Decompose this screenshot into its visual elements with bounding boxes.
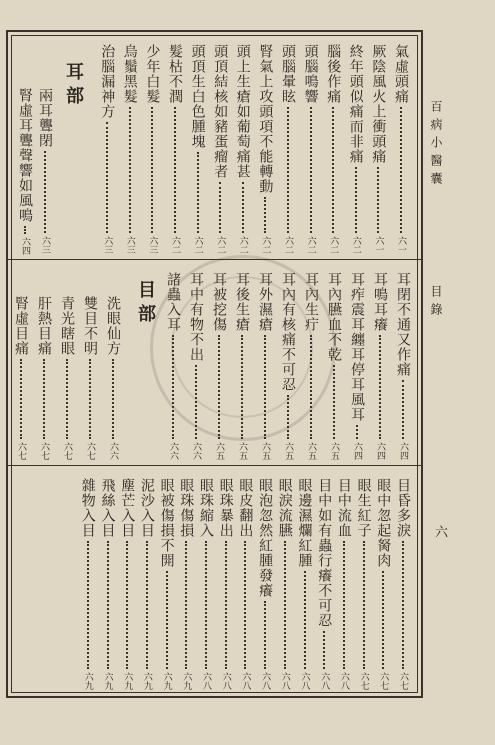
section-label: 目錄 bbox=[429, 285, 443, 321]
toc-entry-page: 六六 bbox=[168, 442, 178, 460]
leader-dots bbox=[377, 167, 379, 233]
toc-entry bbox=[394, 272, 412, 460]
leader-dots bbox=[287, 107, 289, 233]
toc-entry-title: 少年白髮 bbox=[144, 44, 161, 104]
toc-entry bbox=[58, 296, 76, 460]
toc-entry bbox=[392, 44, 410, 254]
toc-entry-page: 六七 bbox=[39, 442, 49, 460]
toc-entry-title: 泥沙入目 bbox=[138, 478, 155, 538]
toc-entry bbox=[197, 478, 215, 690]
toc-entry-title: 眼珠傷損 bbox=[178, 478, 195, 538]
toc-entry-page: 六八 bbox=[319, 672, 330, 690]
toc-entry-page: 六五 bbox=[214, 442, 224, 460]
leader-dots bbox=[43, 359, 45, 439]
leader-dots bbox=[225, 541, 227, 669]
toc-entry bbox=[256, 44, 274, 254]
leader-dots bbox=[44, 151, 46, 233]
leader-dots bbox=[129, 107, 131, 233]
toc-entry-title: 氣虛頭痛 bbox=[393, 44, 409, 104]
toc-entry-title: 耳內生疔 bbox=[303, 272, 319, 332]
leader-dots bbox=[112, 359, 114, 439]
toc-entry bbox=[369, 44, 387, 254]
toc-entry-page: 六一 bbox=[373, 236, 384, 254]
toc-entry-page: 六八 bbox=[279, 672, 290, 690]
toc-entry-title: 頭腦暈眩 bbox=[280, 44, 296, 104]
toc-entry bbox=[210, 272, 228, 460]
toc-entry-title: 耳鳴耳癢 bbox=[372, 272, 388, 332]
toc-entry-title: 耳中有物不出 bbox=[188, 272, 204, 362]
toc-entry bbox=[99, 478, 117, 690]
toc-entry-title: 眼珠縮入 bbox=[198, 478, 214, 538]
toc-entry-page: 六五 bbox=[260, 442, 270, 460]
toc-entry bbox=[374, 478, 392, 690]
toc-entry-page: 六四 bbox=[398, 442, 408, 460]
leader-dots bbox=[151, 107, 153, 233]
toc-entry bbox=[164, 272, 182, 460]
leader-dots bbox=[146, 541, 148, 669]
toc-entry-page: 六二 bbox=[170, 236, 180, 254]
toc-entry-title: 耳被挖傷 bbox=[211, 272, 227, 332]
leader-dots bbox=[264, 197, 266, 233]
toc-entry-page: 六二 bbox=[328, 236, 339, 254]
leader-dots bbox=[284, 541, 286, 669]
toc-entry bbox=[177, 478, 195, 690]
leader-dots bbox=[126, 541, 128, 669]
toc-entry-title: 腎氣上攻頭項不能轉動 bbox=[257, 44, 274, 194]
leader-dots bbox=[382, 571, 384, 669]
toc-entry-page: 六五 bbox=[237, 442, 247, 460]
toc-entry-title: 眼中忽起胬肉 bbox=[375, 478, 392, 568]
toc-entry bbox=[211, 44, 229, 254]
toc-entry bbox=[355, 478, 373, 690]
toc-entry-page: 六四 bbox=[20, 237, 30, 255]
toc-entry-title: 頭頂生白色腫塊 bbox=[189, 44, 206, 149]
toc-entry bbox=[35, 296, 53, 460]
toc-entry-page: 六七 bbox=[62, 442, 72, 460]
leader-dots bbox=[218, 335, 220, 439]
toc-entry-title: 肝熱目痛 bbox=[36, 296, 52, 356]
page-number: 六 bbox=[432, 525, 447, 544]
toc-entry-title: 洗眼仙方 bbox=[105, 296, 121, 356]
toc-entry-title: 頭上生瘡如葡萄痛甚 bbox=[234, 44, 251, 179]
toc-entry-page: 六七 bbox=[16, 442, 26, 460]
toc-entry bbox=[12, 296, 30, 460]
toc-entry-title: 耳外濕瘡 bbox=[257, 272, 273, 332]
toc-entry bbox=[302, 44, 320, 254]
leader-dots bbox=[20, 359, 22, 439]
section-divider-bottom bbox=[7, 465, 421, 466]
toc-entry-title: 頭腦鳴響 bbox=[302, 44, 319, 104]
toc-entry bbox=[217, 478, 235, 690]
toc-entry-page: 六八 bbox=[338, 672, 349, 690]
book-title: 百病小醫囊 bbox=[429, 100, 443, 190]
toc-entry bbox=[187, 272, 205, 460]
toc-entry bbox=[394, 478, 412, 690]
toc-entry-title: 耳痄震耳纏耳停耳風耳 bbox=[349, 272, 365, 422]
toc-entry-title: 飛絲入目 bbox=[99, 478, 116, 538]
leader-dots bbox=[343, 541, 345, 669]
toc-entry-page: 六七 bbox=[398, 672, 408, 690]
toc-entry-page: 六二 bbox=[350, 236, 361, 254]
toc-entry-title: 終年頭似痛而非痛 bbox=[347, 44, 364, 164]
leader-dots bbox=[185, 541, 187, 669]
toc-entry-page: 六九 bbox=[82, 672, 93, 690]
toc-entry-page: 六二 bbox=[283, 236, 293, 254]
toc-entry bbox=[81, 296, 99, 460]
toc-entry bbox=[276, 478, 294, 690]
toc-entry bbox=[121, 44, 139, 254]
toc-entry-title: 眼皮翻出 bbox=[237, 478, 254, 538]
leader-dots bbox=[355, 167, 357, 233]
toc-entry-page: 六九 bbox=[161, 672, 172, 690]
toc-entry-page: 六八 bbox=[260, 672, 271, 690]
leader-dots bbox=[323, 631, 325, 669]
leader-dots bbox=[310, 335, 312, 439]
toc-entry-page: 六三 bbox=[147, 236, 158, 254]
toc-entry-title: 眼生紅子 bbox=[355, 478, 372, 538]
toc-entry-title: 耳後生瘡 bbox=[234, 272, 250, 332]
toc-entry bbox=[256, 478, 274, 690]
toc-entry bbox=[302, 272, 320, 460]
toc-entry bbox=[79, 478, 97, 690]
toc-entry bbox=[104, 296, 122, 460]
toc-entry-title: 耳內臙血不乾 bbox=[326, 272, 342, 362]
toc-entry-page: 六九 bbox=[141, 672, 152, 690]
toc-entry bbox=[279, 272, 297, 460]
leader-dots bbox=[400, 107, 402, 233]
toc-entry bbox=[236, 478, 254, 690]
toc-entry-title: 目中如有蟲行癢不可忍 bbox=[316, 478, 333, 628]
leader-dots bbox=[356, 425, 358, 439]
toc-entry bbox=[98, 44, 116, 254]
toc-entry-page: 六九 bbox=[181, 672, 192, 690]
toc-entry-title: 腦後作痛 bbox=[325, 44, 342, 104]
toc-entry bbox=[325, 272, 343, 460]
toc-entry-title: 目昏多淚 bbox=[395, 478, 411, 538]
leader-dots bbox=[287, 395, 289, 439]
toc-entry-page: 六五 bbox=[283, 442, 293, 460]
toc-entry bbox=[234, 44, 252, 254]
toc-entry-title: 諸蟲入耳 bbox=[165, 272, 181, 332]
leader-dots bbox=[197, 152, 199, 233]
leader-dots bbox=[310, 107, 312, 233]
toc-entry-page: 六六 bbox=[108, 442, 118, 460]
toc-entry-page: 六八 bbox=[220, 672, 231, 690]
leader-dots bbox=[172, 335, 174, 439]
ear-section-heading: 耳部 bbox=[63, 62, 84, 110]
toc-entry bbox=[348, 272, 366, 460]
toc-entry-page: 六二 bbox=[215, 236, 226, 254]
leader-dots bbox=[332, 107, 334, 233]
toc-entry bbox=[335, 478, 353, 690]
toc-entry-title: 眼被傷損不開 bbox=[158, 478, 175, 568]
toc-entry-page: 六二 bbox=[260, 236, 271, 254]
leader-dots bbox=[244, 541, 246, 669]
toc-entry-title: 眼邊濕爛紅腫 bbox=[296, 478, 313, 568]
toc-entry-title: 青光瞎眼 bbox=[59, 296, 75, 356]
toc-entry-page: 六一 bbox=[396, 236, 406, 254]
leader-dots bbox=[219, 182, 221, 233]
leader-dots bbox=[241, 335, 243, 439]
toc-entry-page: 六六 bbox=[191, 442, 201, 460]
toc-entry-page: 六二 bbox=[305, 236, 316, 254]
leader-dots bbox=[107, 541, 109, 669]
toc-entry-page: 六三 bbox=[102, 236, 113, 254]
toc-entry-title: 治腦漏神方 bbox=[99, 44, 116, 119]
toc-entry bbox=[16, 88, 34, 254]
toc-entry-page: 六九 bbox=[102, 672, 113, 690]
toc-entry-title: 髮枯不潤 bbox=[167, 44, 183, 104]
toc-entry bbox=[279, 44, 297, 254]
toc-entry-page: 六七 bbox=[85, 442, 95, 460]
leader-dots bbox=[89, 359, 91, 439]
section-divider-top bbox=[7, 259, 421, 260]
leader-dots bbox=[402, 380, 404, 439]
toc-entry-page: 六八 bbox=[240, 672, 251, 690]
toc-entry bbox=[256, 272, 274, 460]
leader-dots bbox=[264, 601, 266, 669]
toc-entry-title: 眼泡忽然紅腫發癢 bbox=[257, 478, 274, 598]
toc-entry-title: 眼珠暴出 bbox=[217, 478, 234, 538]
toc-entry bbox=[143, 44, 161, 254]
leader-dots bbox=[402, 541, 404, 669]
leader-dots bbox=[87, 541, 89, 669]
toc-entry-page: 六四 bbox=[352, 442, 362, 460]
toc-entry-title: 兩耳聾閉 bbox=[37, 88, 53, 148]
toc-entry-title: 腎虛耳聾聲響如風鳴 bbox=[17, 88, 33, 223]
toc-entry-page: 六五 bbox=[329, 442, 339, 460]
leader-dots bbox=[195, 365, 197, 439]
toc-entry bbox=[347, 44, 365, 254]
eye-section-heading: 目部 bbox=[135, 280, 156, 328]
leader-dots bbox=[106, 122, 108, 233]
leader-dots bbox=[174, 107, 176, 233]
leader-dots bbox=[205, 541, 207, 669]
toc-entry bbox=[118, 478, 136, 690]
leader-dots bbox=[333, 365, 335, 439]
toc-entry bbox=[233, 272, 251, 460]
toc-entry-title: 頭頂結核如豬蛋瘤者 bbox=[212, 44, 229, 179]
toc-entry-title: 塵芒入目 bbox=[119, 478, 136, 538]
toc-entry bbox=[324, 44, 342, 254]
leader-dots bbox=[66, 359, 68, 439]
toc-entry-page: 六七 bbox=[378, 672, 389, 690]
toc-entry bbox=[158, 478, 176, 690]
toc-entry bbox=[166, 44, 184, 254]
toc-entry-title: 耳閉不通又作痛 bbox=[395, 272, 411, 377]
toc-entry bbox=[36, 88, 54, 254]
toc-entry-title: 耳內有核痛不可忍 bbox=[280, 272, 296, 392]
leader-dots bbox=[363, 541, 365, 669]
leader-dots bbox=[166, 571, 168, 669]
toc-entry-title: 雙目不明 bbox=[82, 296, 98, 356]
toc-entry-page: 六二 bbox=[192, 236, 203, 254]
leader-dots bbox=[379, 335, 381, 439]
toc-entry bbox=[138, 478, 156, 690]
leader-dots bbox=[264, 335, 266, 439]
toc-entry bbox=[296, 478, 314, 690]
toc-entry-title: 腎虛目痛 bbox=[13, 296, 29, 356]
toc-entry-page: 六三 bbox=[40, 236, 50, 254]
toc-entry-page: 六八 bbox=[299, 672, 310, 690]
toc-entry bbox=[315, 478, 333, 690]
toc-entry-title: 眼淚流臙 bbox=[276, 478, 293, 538]
toc-entry-page: 六五 bbox=[306, 442, 316, 460]
toc-entry-page: 六七 bbox=[358, 672, 369, 690]
toc-entry-title: 烏鬚黑髮 bbox=[121, 44, 138, 104]
leader-dots bbox=[304, 571, 306, 669]
leader-dots bbox=[24, 226, 26, 234]
toc-entry-title: 雜物入目 bbox=[79, 478, 96, 538]
toc-entry bbox=[189, 44, 207, 254]
toc-entry-title: 厥陰風火上衝頭痛 bbox=[370, 44, 387, 164]
toc-entry bbox=[371, 272, 389, 460]
toc-entry-page: 六八 bbox=[201, 672, 211, 690]
leader-dots bbox=[242, 182, 244, 233]
toc-entry-page: 六九 bbox=[122, 672, 133, 690]
toc-entry-title: 目中流血 bbox=[335, 478, 352, 538]
toc-entry-page: 六三 bbox=[124, 236, 135, 254]
toc-entry-page: 六四 bbox=[375, 442, 385, 460]
toc-entry-page: 六二 bbox=[237, 236, 248, 254]
